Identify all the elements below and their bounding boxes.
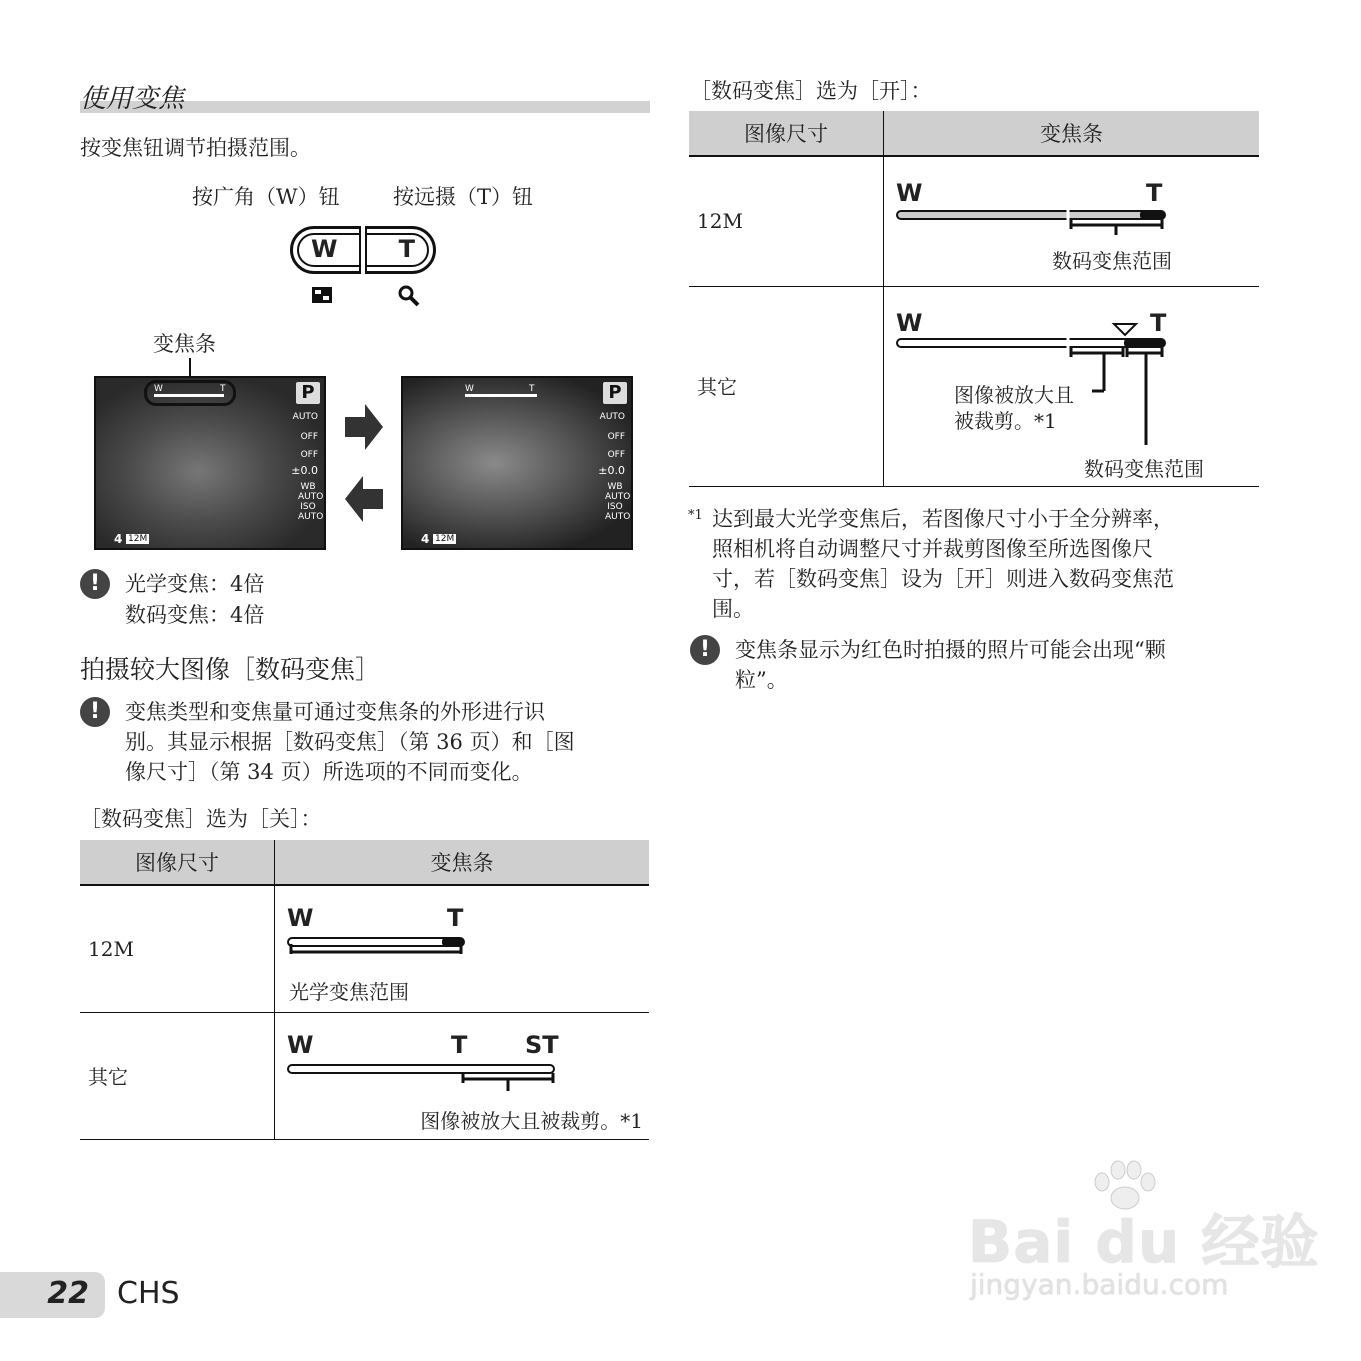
note-optical-zoom: 光学变焦：4倍 bbox=[125, 572, 265, 596]
wide-grid-icon bbox=[312, 287, 332, 303]
digital-range-label: 数码变焦范围 bbox=[1052, 249, 1172, 273]
digital-zoom-heading: 拍摄较大图像［数码变焦］ bbox=[80, 655, 381, 684]
camera-screen-tele: W T P AUTO OFF OFF ±0.0 WB AUTO ISO AUTO 4 12M bbox=[401, 376, 633, 550]
note-digital-zoom: 数码变焦：4倍 bbox=[125, 603, 265, 627]
watermark-brand: Bai du 经验 bbox=[968, 1208, 1320, 1276]
wide-button-label: 按广角（W）钮 bbox=[192, 185, 340, 209]
page-number-tab bbox=[0, 1272, 105, 1318]
footnote-l2: 照相机将自动调整尺寸并裁剪图像至所选图像尺 bbox=[712, 537, 1153, 561]
footnote-l4: 围。 bbox=[712, 597, 754, 621]
footnote-mark: *1 bbox=[688, 508, 703, 523]
crop-label-line2: 被裁剪。*1 bbox=[954, 408, 1057, 433]
col-image-size: 图像尺寸 bbox=[80, 840, 275, 885]
intro-text: 按变焦钮调节拍摄范围。 bbox=[80, 136, 311, 160]
t-letter: T bbox=[398, 235, 415, 263]
note-grainy-l2: 粒”。 bbox=[735, 668, 788, 692]
note-zoom-type-l3: 像尺寸］（第 34 页）所选项的不同而变化。 bbox=[125, 760, 533, 784]
zoom-bar-label: 变焦条 bbox=[153, 332, 216, 356]
row-size-other: 其它 bbox=[80, 1012, 275, 1139]
zoom-button-graphic bbox=[290, 226, 436, 274]
page-number: 22 bbox=[47, 1276, 89, 1311]
zoom-bar-pointer bbox=[189, 358, 191, 378]
footnote-l1: 达到最大光学变焦后，若图像尺寸小于全分辨率， bbox=[712, 507, 1174, 531]
footnote-l3: 寸，若［数码变焦］设为［开］则进入数码变焦范 bbox=[712, 567, 1174, 591]
crop-label-line1: 图像被放大且 bbox=[954, 382, 1074, 407]
digital-range-label: 数码变焦范围 bbox=[1084, 456, 1204, 481]
tele-button-label: 按远摄（T）钮 bbox=[393, 185, 534, 209]
note-zoom-type-l2: 别。其显示根据［数码变焦］（第 36 页）和［图 bbox=[125, 730, 575, 754]
table-off-caption: ［数码变焦］选为［关］： bbox=[80, 807, 322, 831]
zoom-table-off: 图像尺寸 变焦条 12M W T 光学变焦范围 其它 W T ST 图像被放大且被裁剪。*1 bbox=[80, 840, 649, 1140]
w-letter: W bbox=[311, 235, 338, 263]
camera-screen-wide: W T P AUTO OFF OFF ±0.0 WB AUTO ISO AUTO 4 12M bbox=[94, 376, 326, 550]
note-grainy-l1: 变焦条显示为红色时拍摄的照片可能会出现“颗 bbox=[735, 638, 1166, 662]
row-size-12m: 12M bbox=[689, 156, 884, 286]
note-zoom-type-l1: 变焦类型和变焦量可通过变焦条的外形进行识 bbox=[125, 700, 545, 724]
row-size-other: 其它 bbox=[689, 286, 884, 486]
zoom-table-on: 图像尺寸 变焦条 12M W T 数码变焦范围 其它 W T 图像被放大且 被裁剪。*1 数码变焦范围 bbox=[689, 111, 1259, 487]
watermark-url: jingyan.baidu.com bbox=[970, 1268, 1229, 1301]
col-zoom-bar: 变焦条 bbox=[275, 840, 650, 885]
col-image-size: 图像尺寸 bbox=[689, 111, 884, 156]
caution-icon: ! bbox=[80, 697, 110, 727]
zoom-bar-digital bbox=[896, 181, 1186, 241]
row-size-12m: 12M bbox=[80, 885, 275, 1012]
arrow-right-icon bbox=[345, 404, 383, 454]
optical-range-label: 光学变焦范围 bbox=[289, 980, 409, 1004]
language-code: CHS bbox=[117, 1276, 180, 1311]
magnify-icon bbox=[398, 285, 420, 307]
section-title: 使用变焦 bbox=[80, 84, 185, 114]
caution-icon: ! bbox=[80, 569, 110, 599]
col-zoom-bar: 变焦条 bbox=[884, 111, 1260, 156]
crop-label: 图像被放大且被裁剪。*1 bbox=[420, 1108, 643, 1133]
table-on-caption: ［数码变焦］选为［开］： bbox=[690, 79, 932, 103]
caution-icon: ! bbox=[690, 635, 720, 665]
arrow-left-icon bbox=[345, 476, 383, 526]
